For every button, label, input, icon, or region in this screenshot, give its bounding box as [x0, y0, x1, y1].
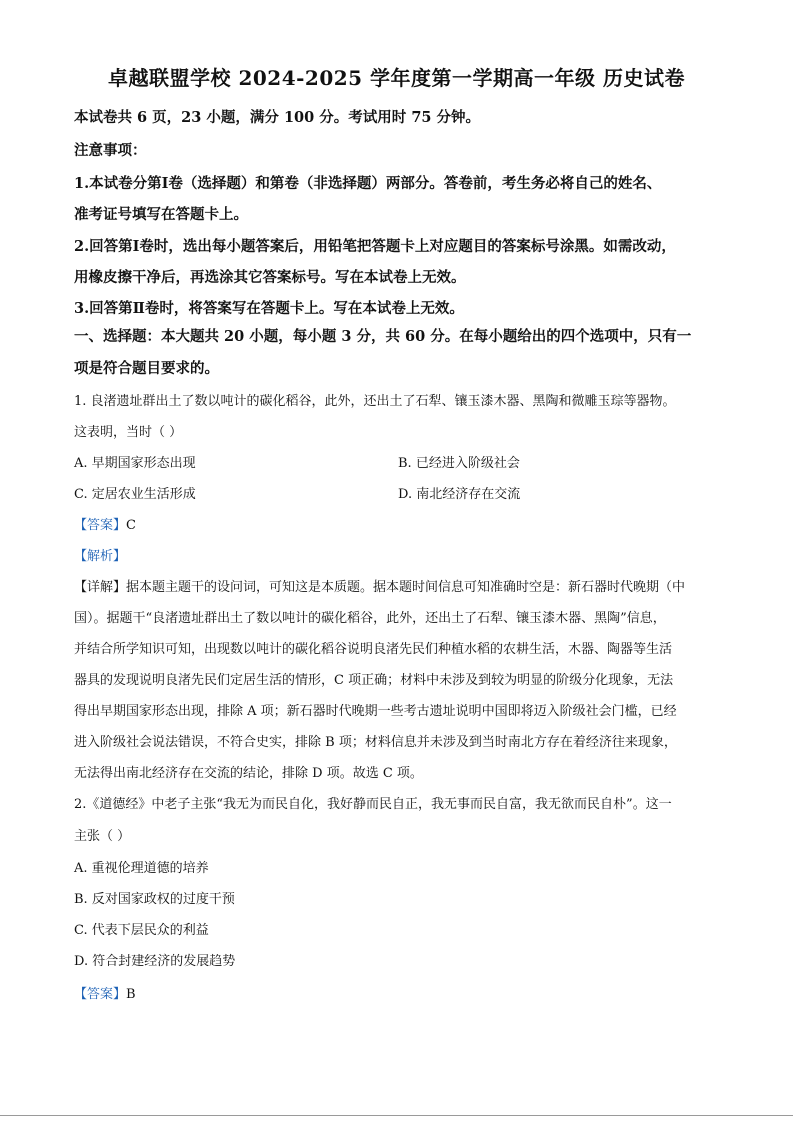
section-heading-line-2: 项是符合题目要求的。	[74, 360, 219, 377]
notice-heading: 注意事项：	[74, 142, 147, 159]
q2-answer	[74, 983, 136, 1002]
q2-stem-line-1: 2.《道德经》中老子主张“我无为而民自化，我好静而民自正，我无事而民自富，我无欲而民自朴”。这一	[74, 797, 672, 812]
q1-answer-tag: 【答案】	[74, 518, 127, 533]
q1-detail-line-7: 无法得出南北经济存在交流的结论，排除 D 项。故选 C 项。	[74, 766, 423, 781]
notice-line-1: 1.本试卷分第Ⅰ卷（选择题）和第卷（非选择题）两部分。答卷前，考生务必将自己的姓名、	[74, 175, 662, 192]
q1-answer	[74, 514, 136, 533]
notice-line-5: 3.回答第Ⅱ卷时，将答案写在答题卡上。写在本试卷上无效。	[74, 300, 464, 317]
notice-line-3: 2.回答第Ⅰ卷时，选出每小题答案后，用铅笔把答题卡上对应题目的答案标号涂黑。如需改动，	[74, 238, 676, 255]
q2-option-c: C. 代表下层民众的利益	[74, 923, 209, 938]
q1-stem-line-1: 1. 良渚遗址群出土了数以吨计的碳化稻谷，此外，还出土了石犁、镶玉漆木器、黑陶和微雕玉琮等器物。	[74, 394, 676, 409]
q1-detail-line-6: 进入阶级社会说法错误，不符合史实，排除 B 项；材料信息并未涉及到当时南北方存在着经济往来现象，	[74, 735, 677, 750]
q1-detail-line-5: 得出早期国家形态出现，排除 A 项；新石器时代晚期一些考古遗址说明中国即将迈入阶级社会门槛，已经	[74, 704, 677, 719]
q2-answer-tag: 【答案】	[74, 987, 127, 1002]
footer-divider	[0, 1115, 793, 1116]
q1-detail-line-4: 器具的发现说明良渚先民们定居生活的情形，C 项正确；材料中未涉及到较为明显的阶级分化现象，无法	[74, 673, 674, 688]
q2-option-a: A. 重视伦理道德的培养	[74, 861, 209, 876]
q1-detail-line-2: 国）。据题干“良渚遗址群出土了数以吨计的碳化稻谷，此外，还出土了石犁、镶玉漆木器、黑陶”信息，	[74, 611, 666, 626]
q1-stem-line-2: 这表明，当时（ ）	[74, 425, 183, 440]
q1-option-c: C. 定居农业生活形成	[74, 487, 196, 502]
q2-stem-line-2: 主张（ ）	[74, 829, 131, 844]
q1-detail-tag: 【详解】	[74, 580, 127, 595]
q1-analysis-tag: 【解析】	[74, 549, 127, 564]
q2-option-d: D. 符合封建经济的发展趋势	[74, 954, 236, 969]
notice-line-4: 用橡皮擦干净后，再选涂其它答案标号。写在本试卷上无效。	[74, 269, 466, 286]
page-title: 卓越联盟学校 2024-2025 学年度第一学期高一年级 历史试卷	[107, 66, 686, 90]
q1-detail-line-3: 并结合所学知识可知，出现数以吨计的碳化稻谷说明良渚先民们种植水稻的农耕生活，木器、陶器等生活	[74, 642, 673, 657]
q1-option-d: D. 南北经济存在交流	[398, 487, 521, 502]
q1-detail-line-1	[74, 576, 685, 595]
q1-option-a: A. 早期国家形态出现	[74, 456, 196, 471]
q2-answer-value: B	[126, 987, 136, 1002]
q1-option-b: B. 已经进入阶级社会	[398, 456, 520, 471]
exam-intro: 本试卷共 6 页，23 小题，满分 100 分。考试用时 75 分钟。	[74, 109, 481, 126]
q2-option-b: B. 反对国家政权的过度干预	[74, 892, 235, 907]
notice-line-2: 准考证号填写在答题卡上。	[74, 206, 248, 223]
section-heading-line-1: 一、选择题：本大题共 20 小题，每小题 3 分，共 60 分。在每小题给出的四个选项中，只有一	[74, 328, 692, 345]
q1-answer-value: C	[126, 518, 136, 533]
q1-detail-text-1: 据本题主题干的设问词，可知这是本质题。据本题时间信息可知准确时空是：新石器时代晚期（中	[126, 580, 686, 595]
